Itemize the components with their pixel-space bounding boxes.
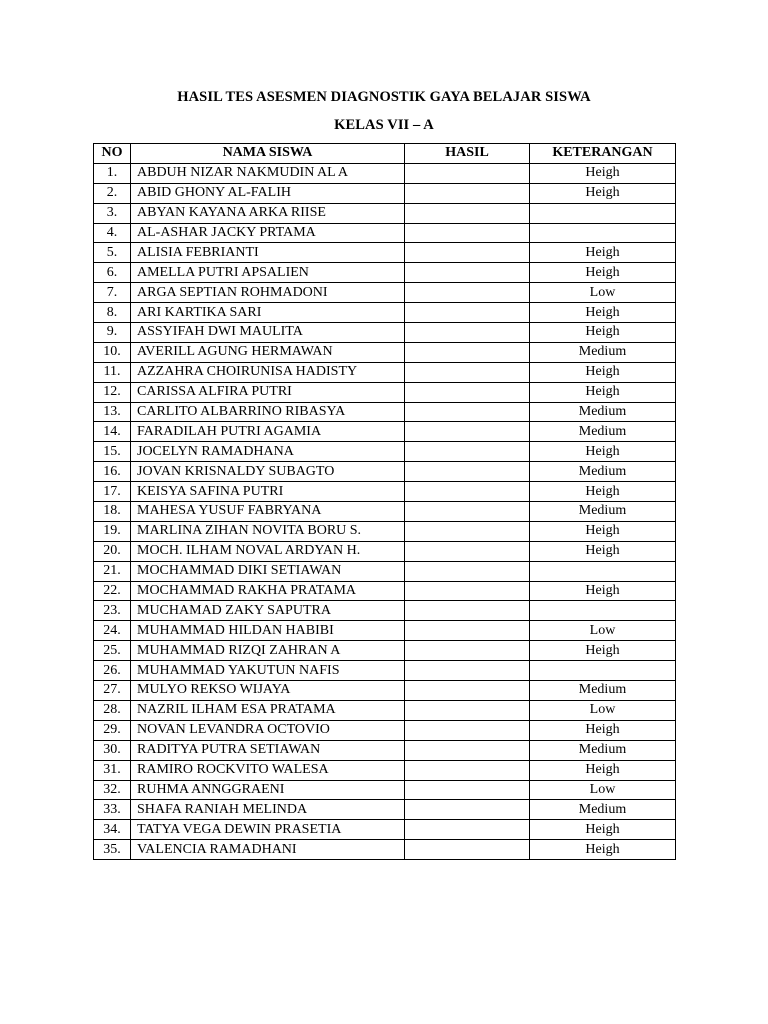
student-name-cell: ASSYIFAH DWI MAULITA bbox=[131, 323, 405, 343]
hasil-cell bbox=[405, 521, 530, 541]
student-name-cell: ABID GHONY AL-FALIH bbox=[131, 183, 405, 203]
row-number-cell: 3. bbox=[94, 203, 131, 223]
table-row bbox=[94, 840, 676, 860]
row-number-cell: 19. bbox=[94, 521, 131, 541]
column-header-hasil: HASIL bbox=[405, 144, 530, 164]
row-number-cell: 35. bbox=[94, 840, 131, 860]
table-row bbox=[94, 601, 676, 621]
row-number-cell: 10. bbox=[94, 342, 131, 362]
student-name-cell: MOCHAMMAD RAKHA PRATAMA bbox=[131, 581, 405, 601]
hasil-cell bbox=[405, 382, 530, 402]
hasil-cell bbox=[405, 661, 530, 681]
table-row bbox=[94, 581, 676, 601]
keterangan-cell bbox=[530, 661, 676, 681]
hasil-cell bbox=[405, 482, 530, 502]
student-name-cell: VALENCIA RAMADHANI bbox=[131, 840, 405, 860]
row-number-cell: 20. bbox=[94, 541, 131, 561]
table-row bbox=[94, 382, 676, 402]
keterangan-cell: Heigh bbox=[530, 581, 676, 601]
table-row bbox=[94, 700, 676, 720]
column-header-nama-siswa: NAMA SISWA bbox=[131, 144, 405, 164]
row-number-cell: 8. bbox=[94, 303, 131, 323]
keterangan-cell bbox=[530, 203, 676, 223]
hasil-cell bbox=[405, 402, 530, 422]
hasil-cell bbox=[405, 561, 530, 581]
hasil-cell bbox=[405, 183, 530, 203]
student-name-cell: AL-ASHAR JACKY PRTAMA bbox=[131, 223, 405, 243]
keterangan-cell: Heigh bbox=[530, 183, 676, 203]
row-number-cell: 31. bbox=[94, 760, 131, 780]
keterangan-cell: Heigh bbox=[530, 521, 676, 541]
student-name-cell: FARADILAH PUTRI AGAMIA bbox=[131, 422, 405, 442]
row-number-cell: 17. bbox=[94, 482, 131, 502]
hasil-cell bbox=[405, 760, 530, 780]
student-name-cell: JOCELYN RAMADHANA bbox=[131, 442, 405, 462]
keterangan-cell: Low bbox=[530, 700, 676, 720]
student-name-cell: NOVAN LEVANDRA OCTOVIO bbox=[131, 720, 405, 740]
keterangan-cell: Low bbox=[530, 283, 676, 303]
hasil-cell bbox=[405, 840, 530, 860]
row-number-cell: 34. bbox=[94, 820, 131, 840]
row-number-cell: 30. bbox=[94, 740, 131, 760]
table-row bbox=[94, 422, 676, 442]
row-number-cell: 33. bbox=[94, 800, 131, 820]
student-name-cell: MARLINA ZIHAN NOVITA BORU S. bbox=[131, 521, 405, 541]
row-number-cell: 6. bbox=[94, 263, 131, 283]
student-name-cell: MULYO REKSO WIJAYA bbox=[131, 681, 405, 701]
hasil-cell bbox=[405, 740, 530, 760]
row-number-cell: 29. bbox=[94, 720, 131, 740]
table-row bbox=[94, 342, 676, 362]
student-name-cell: CARISSA ALFIRA PUTRI bbox=[131, 382, 405, 402]
keterangan-cell: Medium bbox=[530, 740, 676, 760]
row-number-cell: 2. bbox=[94, 183, 131, 203]
keterangan-cell: Heigh bbox=[530, 482, 676, 502]
student-name-cell: CARLITO ALBARRINO RIBASYA bbox=[131, 402, 405, 422]
student-name-cell: MUHAMMAD RIZQI ZAHRAN A bbox=[131, 641, 405, 661]
table-row bbox=[94, 283, 676, 303]
hasil-cell bbox=[405, 342, 530, 362]
hasil-cell bbox=[405, 820, 530, 840]
column-header-keterangan: KETERANGAN bbox=[530, 144, 676, 164]
row-number-cell: 25. bbox=[94, 641, 131, 661]
table-row bbox=[94, 402, 676, 422]
hasil-cell bbox=[405, 422, 530, 442]
student-results-table bbox=[93, 143, 676, 860]
table-row bbox=[94, 720, 676, 740]
keterangan-cell: Heigh bbox=[530, 323, 676, 343]
row-number-cell: 15. bbox=[94, 442, 131, 462]
keterangan-cell: Medium bbox=[530, 462, 676, 482]
table-row bbox=[94, 621, 676, 641]
row-number-cell: 21. bbox=[94, 561, 131, 581]
keterangan-cell: Low bbox=[530, 621, 676, 641]
hasil-cell bbox=[405, 223, 530, 243]
table-row bbox=[94, 303, 676, 323]
student-name-cell: AZZAHRA CHOIRUNISA HADISTY bbox=[131, 362, 405, 382]
column-header-no: NO bbox=[94, 144, 131, 164]
table-row bbox=[94, 502, 676, 522]
table-row bbox=[94, 243, 676, 263]
keterangan-cell bbox=[530, 601, 676, 621]
page-subtitle: KELAS VII – A bbox=[334, 117, 434, 133]
hasil-cell bbox=[405, 163, 530, 183]
keterangan-cell: Heigh bbox=[530, 641, 676, 661]
row-number-cell: 9. bbox=[94, 323, 131, 343]
table-row bbox=[94, 183, 676, 203]
student-name-cell: RAMIRO ROCKVITO WALESA bbox=[131, 760, 405, 780]
table-row bbox=[94, 323, 676, 343]
table-row bbox=[94, 442, 676, 462]
hasil-cell bbox=[405, 442, 530, 462]
table-row bbox=[94, 561, 676, 581]
student-name-cell: SHAFA RANIAH MELINDA bbox=[131, 800, 405, 820]
row-number-cell: 13. bbox=[94, 402, 131, 422]
table-row bbox=[94, 760, 676, 780]
keterangan-cell: Heigh bbox=[530, 163, 676, 183]
table-row bbox=[94, 661, 676, 681]
table-row bbox=[94, 462, 676, 482]
row-number-cell: 12. bbox=[94, 382, 131, 402]
student-name-cell: MOCH. ILHAM NOVAL ARDYAN H. bbox=[131, 541, 405, 561]
keterangan-cell: Medium bbox=[530, 342, 676, 362]
hasil-cell bbox=[405, 800, 530, 820]
table-row bbox=[94, 203, 676, 223]
student-name-cell: MAHESA YUSUF FABRYANA bbox=[131, 502, 405, 522]
table-header-row bbox=[94, 144, 676, 164]
hasil-cell bbox=[405, 720, 530, 740]
keterangan-cell: Heigh bbox=[530, 760, 676, 780]
table-row bbox=[94, 482, 676, 502]
keterangan-cell: Medium bbox=[530, 681, 676, 701]
student-name-cell: MUHAMMAD HILDAN HABIBI bbox=[131, 621, 405, 641]
student-name-cell: KEISYA SAFINA PUTRI bbox=[131, 482, 405, 502]
student-name-cell: AVERILL AGUNG HERMAWAN bbox=[131, 342, 405, 362]
keterangan-cell: Heigh bbox=[530, 243, 676, 263]
hasil-cell bbox=[405, 263, 530, 283]
row-number-cell: 4. bbox=[94, 223, 131, 243]
table-row bbox=[94, 681, 676, 701]
hasil-cell bbox=[405, 362, 530, 382]
hasil-cell bbox=[405, 541, 530, 561]
table-row bbox=[94, 641, 676, 661]
hasil-cell bbox=[405, 283, 530, 303]
row-number-cell: 26. bbox=[94, 661, 131, 681]
row-number-cell: 24. bbox=[94, 621, 131, 641]
student-name-cell: ABDUH NIZAR NAKMUDIN AL A bbox=[131, 163, 405, 183]
hasil-cell bbox=[405, 303, 530, 323]
table-body bbox=[94, 163, 676, 859]
table-row bbox=[94, 163, 676, 183]
keterangan-cell: Heigh bbox=[530, 382, 676, 402]
hasil-cell bbox=[405, 203, 530, 223]
keterangan-cell: Heigh bbox=[530, 840, 676, 860]
keterangan-cell: Heigh bbox=[530, 820, 676, 840]
keterangan-cell bbox=[530, 561, 676, 581]
row-number-cell: 32. bbox=[94, 780, 131, 800]
table-row bbox=[94, 362, 676, 382]
row-number-cell: 27. bbox=[94, 681, 131, 701]
table-row bbox=[94, 740, 676, 760]
student-name-cell: NAZRIL ILHAM ESA PRATAMA bbox=[131, 700, 405, 720]
keterangan-cell: Heigh bbox=[530, 362, 676, 382]
student-name-cell: JOVAN KRISNALDY SUBAGTO bbox=[131, 462, 405, 482]
student-name-cell: TATYA VEGA DEWIN PRASETIA bbox=[131, 820, 405, 840]
table-row bbox=[94, 800, 676, 820]
hasil-cell bbox=[405, 323, 530, 343]
table-row bbox=[94, 521, 676, 541]
student-name-cell: ALISIA FEBRIANTI bbox=[131, 243, 405, 263]
table-row bbox=[94, 223, 676, 243]
keterangan-cell bbox=[530, 223, 676, 243]
row-number-cell: 22. bbox=[94, 581, 131, 601]
student-name-cell: MUCHAMAD ZAKY SAPUTRA bbox=[131, 601, 405, 621]
student-name-cell: ARGA SEPTIAN ROHMADONI bbox=[131, 283, 405, 303]
keterangan-cell: Medium bbox=[530, 502, 676, 522]
keterangan-cell: Heigh bbox=[530, 541, 676, 561]
row-number-cell: 5. bbox=[94, 243, 131, 263]
row-number-cell: 18. bbox=[94, 502, 131, 522]
table-row bbox=[94, 780, 676, 800]
student-name-cell: RADITYA PUTRA SETIAWAN bbox=[131, 740, 405, 760]
row-number-cell: 11. bbox=[94, 362, 131, 382]
student-name-cell: MUHAMMAD YAKUTUN NAFIS bbox=[131, 661, 405, 681]
hasil-cell bbox=[405, 641, 530, 661]
hasil-cell bbox=[405, 581, 530, 601]
table-row bbox=[94, 541, 676, 561]
hasil-cell bbox=[405, 502, 530, 522]
keterangan-cell: Heigh bbox=[530, 303, 676, 323]
row-number-cell: 7. bbox=[94, 283, 131, 303]
hasil-cell bbox=[405, 462, 530, 482]
row-number-cell: 23. bbox=[94, 601, 131, 621]
hasil-cell bbox=[405, 621, 530, 641]
hasil-cell bbox=[405, 243, 530, 263]
keterangan-cell: Low bbox=[530, 780, 676, 800]
keterangan-cell: Heigh bbox=[530, 720, 676, 740]
student-name-cell: AMELLA PUTRI APSALIEN bbox=[131, 263, 405, 283]
hasil-cell bbox=[405, 681, 530, 701]
student-name-cell: RUHMA ANNGGRAENI bbox=[131, 780, 405, 800]
hasil-cell bbox=[405, 601, 530, 621]
row-number-cell: 28. bbox=[94, 700, 131, 720]
keterangan-cell: Heigh bbox=[530, 442, 676, 462]
student-name-cell: MOCHAMMAD DIKI SETIAWAN bbox=[131, 561, 405, 581]
row-number-cell: 14. bbox=[94, 422, 131, 442]
student-name-cell: ABYAN KAYANA ARKA RIISE bbox=[131, 203, 405, 223]
keterangan-cell: Medium bbox=[530, 402, 676, 422]
table-row bbox=[94, 820, 676, 840]
page-title: HASIL TES ASESMEN DIAGNOSTIK GAYA BELAJAR SISWA bbox=[177, 89, 591, 105]
row-number-cell: 1. bbox=[94, 163, 131, 183]
table-row bbox=[94, 263, 676, 283]
student-name-cell: ARI KARTIKA SARI bbox=[131, 303, 405, 323]
hasil-cell bbox=[405, 780, 530, 800]
keterangan-cell: Medium bbox=[530, 800, 676, 820]
row-number-cell: 16. bbox=[94, 462, 131, 482]
keterangan-cell: Heigh bbox=[530, 263, 676, 283]
hasil-cell bbox=[405, 700, 530, 720]
keterangan-cell: Medium bbox=[530, 422, 676, 442]
